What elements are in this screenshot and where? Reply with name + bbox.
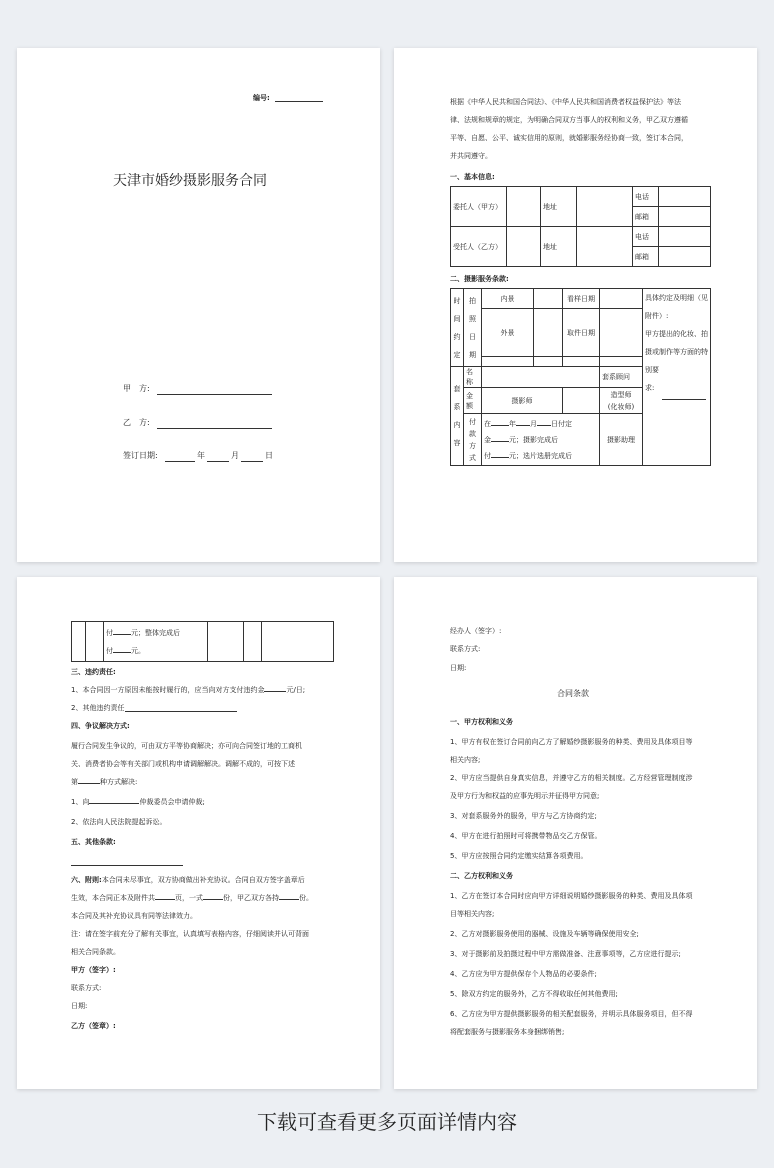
client-address-value bbox=[577, 187, 633, 227]
provider-phone-label: 电话 bbox=[633, 227, 659, 247]
shoot-date-cell bbox=[464, 289, 482, 367]
name-label: 名称 bbox=[464, 367, 482, 388]
payment-method-label bbox=[464, 414, 482, 466]
stylist-label bbox=[600, 388, 643, 414]
document-page-4 bbox=[394, 577, 757, 1089]
spacer-cell bbox=[600, 357, 643, 367]
appendix-2a: 生效，本合同正本及附件共 bbox=[71, 894, 155, 902]
pay4-a: 付 bbox=[106, 628, 113, 637]
appendix-2d: 份。 bbox=[299, 894, 313, 902]
shoot-date-text-2: 日期 bbox=[469, 332, 476, 359]
photographer-value bbox=[563, 388, 600, 414]
pickup-date-label: 取件日期 bbox=[563, 309, 600, 357]
sample-date-value bbox=[600, 289, 643, 309]
detail-text-4: 摄或制作等方面的特 bbox=[645, 348, 708, 356]
cont-cell bbox=[72, 622, 86, 662]
party-b-sign: 乙方（签章）: bbox=[71, 1022, 116, 1030]
detail-text-5: 别要 bbox=[645, 366, 659, 374]
pay3-a: 付 bbox=[484, 451, 491, 460]
download-more-banner[interactable]: 下载可查看更多页面详情内容 bbox=[257, 1110, 517, 1134]
detail-text-6: 求: bbox=[645, 384, 655, 392]
package-char-3: 内 bbox=[453, 421, 461, 429]
dispute-line-3 bbox=[71, 777, 137, 787]
time-char-4: 定 bbox=[453, 350, 461, 359]
b-item-line: 5、除双方约定的服务外，乙方不得收取任何其他费用; bbox=[450, 990, 618, 998]
breach-1-unit: 元/日; bbox=[286, 686, 306, 694]
consultant-label: 套系顾问 bbox=[600, 367, 643, 388]
section-party-a-rights: 一、甲方权利和义务 bbox=[450, 718, 513, 726]
pay2-b: 元；摄影完成后 bbox=[509, 435, 558, 444]
package-char-1: 套 bbox=[453, 385, 461, 393]
intro-line-1: 根据《中华人民共和国合同法》、《中华人民共和国消费者权益保护法》等法 bbox=[450, 98, 681, 106]
pay1-d: 日付定 bbox=[551, 419, 572, 428]
pay1-c: 月 bbox=[530, 419, 537, 428]
year-label: 年 bbox=[197, 451, 205, 460]
provider-phone-value bbox=[659, 227, 711, 247]
document-page-2 bbox=[394, 48, 757, 562]
cont-cell bbox=[86, 622, 104, 662]
time-char-3: 约 bbox=[453, 332, 461, 341]
interior-label: 内景 bbox=[482, 289, 534, 309]
party-a-date: 日期: bbox=[71, 1002, 88, 1010]
arbitration-2: 2、依法向人民法院提起诉讼。 bbox=[71, 818, 167, 826]
party-b-blank bbox=[157, 428, 272, 429]
pay2-a: 金 bbox=[484, 435, 491, 444]
provider-email-value bbox=[659, 247, 711, 267]
intro-line-4: 并共同遵守。 bbox=[450, 152, 492, 160]
party-a-blank bbox=[157, 394, 272, 395]
payment-text-1: 付款 bbox=[469, 417, 476, 438]
special-requirement-blank bbox=[662, 399, 706, 400]
sample-date-label: 看样日期 bbox=[563, 289, 600, 309]
breach-2: 2、其他违约责任 bbox=[71, 704, 125, 712]
appendix-2c: 份，甲乙双方各持 bbox=[223, 894, 279, 902]
interior-value bbox=[534, 289, 563, 309]
service-terms-table-continued bbox=[71, 621, 334, 662]
a-item-line: 3、对套系服务外的服务，甲方与乙方协商约定; bbox=[450, 812, 597, 820]
agent-sign: 经办人（签字）: bbox=[450, 627, 502, 635]
assistant-label: 摄影助理 bbox=[600, 414, 643, 466]
dispute-line-2: 关、消费者协会等有关部门或机构申请调解解决。调解不成的，可按下述 bbox=[71, 760, 295, 768]
pay1-b: 年 bbox=[509, 419, 516, 428]
agent-date: 日期: bbox=[450, 664, 467, 672]
month-label: 月 bbox=[231, 451, 239, 460]
breach-1 bbox=[71, 685, 305, 695]
spacer-cell bbox=[534, 357, 563, 367]
photographer-label: 摄影师 bbox=[482, 388, 563, 414]
appendix-line-3: 本合同及其补充协议具有同等法律效力。 bbox=[71, 912, 197, 920]
appendix-line-5: 相关合同条款。 bbox=[71, 948, 120, 956]
time-agreement-cell bbox=[451, 289, 464, 367]
dispute-prefix: 第 bbox=[71, 778, 78, 786]
payment-text-2: 方式 bbox=[469, 441, 476, 462]
time-char-1: 时 bbox=[453, 296, 461, 305]
b-item-line: 将配套服务与摄影服务本身捆绑销售; bbox=[450, 1028, 565, 1036]
arb1-b: 仲裁委员会申请仲裁; bbox=[139, 798, 205, 806]
b-item-line: 3、对于摄影前及拍摄过程中甲方需做准备、注意事项等，乙方应进行提示; bbox=[450, 950, 681, 958]
section-basic-info: 一、基本信息: bbox=[450, 173, 495, 181]
number-label: 编号: bbox=[253, 94, 270, 102]
intro-line-2: 律、法规和规章的规定，为明确合同双方当事人的权利和义务，甲乙双方遵循 bbox=[450, 116, 688, 124]
day-label: 日 bbox=[265, 451, 273, 460]
spacer-cell bbox=[563, 357, 600, 367]
pay5-b: 元。 bbox=[131, 646, 145, 655]
basic-info-table bbox=[450, 186, 711, 267]
pay4-b: 元；整体完成后 bbox=[131, 628, 180, 637]
client-phone-label: 电话 bbox=[633, 187, 659, 207]
number-blank bbox=[275, 101, 323, 102]
other-terms-blank bbox=[71, 865, 183, 866]
section-appendix-line-1 bbox=[71, 875, 305, 885]
spacer-cell bbox=[482, 357, 534, 367]
section-service-terms: 二、摄影服务条款: bbox=[450, 275, 509, 283]
service-terms-table bbox=[450, 288, 711, 466]
detail-text-2: 附件）: bbox=[645, 312, 669, 320]
contract-terms-heading: 合同条款 bbox=[557, 689, 589, 698]
cont-cell bbox=[262, 622, 334, 662]
provider-address-label: 地址 bbox=[541, 227, 577, 267]
a-item-line: 相关内容; bbox=[450, 756, 481, 764]
appendix-2b: 页，一式 bbox=[175, 894, 203, 902]
pay3-b: 元；选片选册完成后 bbox=[509, 451, 572, 460]
section-breach: 三、违约责任: bbox=[71, 668, 116, 676]
client-address-label: 地址 bbox=[541, 187, 577, 227]
package-content-cell bbox=[451, 367, 464, 466]
page-title: 天津市婚纱摄影服务合同 bbox=[113, 173, 267, 189]
payment-terms bbox=[482, 414, 600, 466]
stylist-text-1: 造型师 bbox=[610, 390, 632, 399]
b-item-line: 2、乙方对摄影服务使用的器械、设施及车辆等确保使用安全; bbox=[450, 930, 639, 938]
appendix-line-1: 本合同未尽事宜，双方协商做出补充协议。合同自双方签字盖章后 bbox=[101, 876, 305, 884]
client-email-label: 邮箱 bbox=[633, 207, 659, 227]
party-a-label: 甲 方: bbox=[123, 384, 150, 393]
party-a-sign: 甲方（签字）: bbox=[71, 966, 116, 974]
exterior-value bbox=[534, 309, 563, 357]
document-page-3 bbox=[17, 577, 380, 1089]
pay1-a: 在 bbox=[484, 419, 491, 428]
year-blank bbox=[165, 461, 195, 462]
b-item-line: 4、乙方应为甲方提供保存个人物品的必要条件; bbox=[450, 970, 597, 978]
dispute-suffix: 种方式解决: bbox=[100, 778, 138, 786]
b-item-line: 6、乙方应为甲方提供摄影服务的相关配套服务，并明示具体服务项目，但不得 bbox=[450, 1010, 693, 1018]
package-char-2: 系 bbox=[453, 403, 461, 411]
document-page-1 bbox=[17, 48, 380, 562]
payment-terms-continued bbox=[104, 622, 208, 662]
b-item-line: 1、乙方在签订本合同时应向甲方详细说明婚纱摄影服务的种类、费用及具体项 bbox=[450, 892, 693, 900]
a-item-line: 4、甲方在进行拍照时可将携带物品交乙方保管。 bbox=[450, 832, 602, 840]
section-other: 五、其他条款: bbox=[71, 838, 116, 846]
arbitration-1 bbox=[71, 797, 205, 807]
name-value bbox=[482, 367, 600, 388]
section-dispute: 四、争议解决方式: bbox=[71, 722, 130, 730]
section-party-b-rights: 二、乙方权利和义务 bbox=[450, 872, 513, 880]
party-a-contact: 联系方式: bbox=[71, 984, 102, 992]
cont-cell bbox=[244, 622, 262, 662]
client-phone-value bbox=[659, 187, 711, 207]
agent-contact: 联系方式: bbox=[450, 645, 481, 653]
provider-email-label: 邮箱 bbox=[633, 247, 659, 267]
stylist-text-2: (化妆师) bbox=[607, 402, 635, 411]
exterior-label: 外景 bbox=[482, 309, 534, 357]
pay5-a: 付 bbox=[106, 646, 113, 655]
intro-line-3: 平等、自愿、公平、诚实信用的原则，就婚影服务经协商一致，签订本合同， bbox=[450, 134, 688, 142]
a-item-line: 5、甲方应按照合同约定缴实结算各项费用。 bbox=[450, 852, 588, 860]
a-item-line: 及甲方行为和权益的应事先明示并征得甲方同意; bbox=[450, 792, 600, 800]
sign-date-label: 签订日期: bbox=[123, 451, 158, 460]
section-appendix: 六、附则: bbox=[71, 876, 102, 884]
shoot-date-text-1: 拍照 bbox=[469, 296, 476, 323]
detail-text-1: 具体约定及明细（见 bbox=[645, 294, 708, 302]
breach-2-blank bbox=[125, 711, 237, 712]
day-blank bbox=[241, 461, 263, 462]
arb1-a: 1、向 bbox=[71, 798, 90, 806]
amount-label: 金额 bbox=[464, 388, 482, 414]
detail-text-3: 甲方提出的化妆、拍 bbox=[645, 330, 708, 338]
client-email-value bbox=[659, 207, 711, 227]
client-label: 委托人（甲方） bbox=[451, 187, 507, 227]
party-b-label: 乙 方: bbox=[123, 418, 150, 427]
breach-1-text: 1、本合同因一方原因未能按时履行的，应当向对方支付违约金 bbox=[71, 686, 265, 694]
package-char-4: 容 bbox=[453, 439, 461, 447]
time-char-2: 间 bbox=[453, 314, 461, 323]
client-value bbox=[507, 187, 541, 227]
provider-value bbox=[507, 227, 541, 267]
a-item-line: 1、甲方有权在签订合同前向乙方了解婚纱摄影服务的种类、费用及具体项目等 bbox=[450, 738, 693, 746]
cont-cell bbox=[208, 622, 244, 662]
detail-cell bbox=[643, 289, 711, 466]
provider-label: 受托人（乙方） bbox=[451, 227, 507, 267]
dispute-line-1: 履行合同发生争议的，可由双方平等协商解决；亦可向合同签订地的工商机 bbox=[71, 742, 302, 750]
b-item-line: 目等相关内容; bbox=[450, 910, 495, 918]
appendix-line-4: 注：请在签字前充分了解有关事宜，认真填写表格内容，仔细阅读并认可背面 bbox=[71, 930, 309, 938]
provider-address-value bbox=[577, 227, 633, 267]
appendix-line-2 bbox=[71, 893, 313, 903]
month-blank bbox=[207, 461, 229, 462]
a-item-line: 2、甲方应当提供自身真实信息，并遵守乙方的相关制度。乙方经营管理制度涉 bbox=[450, 774, 693, 782]
pickup-date-value bbox=[600, 309, 643, 357]
